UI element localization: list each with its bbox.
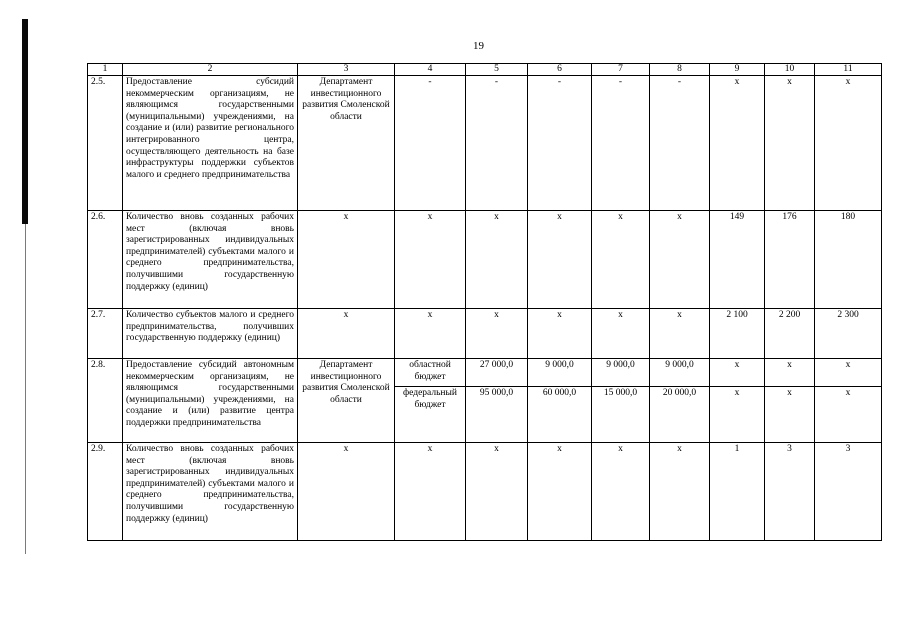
row-cell: - xyxy=(466,76,528,211)
row-cell: х xyxy=(592,211,650,309)
scan-edge-bar xyxy=(22,19,28,224)
row-cell: 9 000,0 xyxy=(528,359,592,387)
column-number-row xyxy=(88,64,882,76)
row-cell: 2 100 xyxy=(710,309,765,359)
row-cell: х xyxy=(592,443,650,541)
row-cell: х xyxy=(650,443,710,541)
row-description: Количество вновь созданных рабочих мест (включая вновь зарегистрированных индивидуальных предпринимателей) субъектами малого и среднего предпринимательства, получившими государственную поддержку (единиц) xyxy=(123,443,298,541)
row-cell: 1 xyxy=(710,443,765,541)
row-cell: 27 000,0 xyxy=(466,359,528,387)
row-description: Предоставление субсидий некоммерческим организациям, не являющимся государственными (муниципальными) учреждениями, на создание и (или) развитие регионального интегрированного центра, осуществляющего деятельность на базе инфраструктуры поддержки субъектов малого и среднего предпринимательства xyxy=(123,76,298,211)
row-number: 2.6. xyxy=(88,211,123,309)
column-number: 11 xyxy=(815,64,882,76)
row-cell: 9 000,0 xyxy=(650,359,710,387)
row-cell: - xyxy=(650,76,710,211)
row-description: Количество субъектов малого и среднего предпринимательства, получивших государственную поддержку (единиц) xyxy=(123,309,298,359)
row-number: 2.5. xyxy=(88,76,123,211)
row-cell: х xyxy=(395,309,466,359)
row-cell: - xyxy=(395,76,466,211)
page-number: 19 xyxy=(473,40,484,52)
row-cell: 176 xyxy=(765,211,815,309)
row-cell: х xyxy=(528,211,592,309)
row-number: 2.9. xyxy=(88,443,123,541)
scan-edge-line xyxy=(25,224,26,554)
row-executor: х xyxy=(298,211,395,309)
row-cell: 15 000,0 xyxy=(592,387,650,443)
column-number: 3 xyxy=(298,64,395,76)
budget-source: областной бюджет xyxy=(395,359,466,387)
row-cell: 3 xyxy=(765,443,815,541)
row-cell: - xyxy=(592,76,650,211)
row-cell: 3 xyxy=(815,443,882,541)
row-cell: х xyxy=(710,76,765,211)
table-row xyxy=(88,211,882,309)
column-number: 1 xyxy=(88,64,123,76)
column-number: 2 xyxy=(123,64,298,76)
row-cell: х xyxy=(528,443,592,541)
row-cell: 149 xyxy=(710,211,765,309)
row-cell: 20 000,0 xyxy=(650,387,710,443)
row-cell: 2 300 xyxy=(815,309,882,359)
row-executor: Департамент инвестиционного развития Смоленской области xyxy=(298,359,395,443)
row-executor: х xyxy=(298,309,395,359)
row-cell: 60 000,0 xyxy=(528,387,592,443)
column-number: 9 xyxy=(710,64,765,76)
table-row xyxy=(88,309,882,359)
budget-source: федеральный бюджет xyxy=(395,387,466,443)
row-cell: 95 000,0 xyxy=(466,387,528,443)
row-cell: х xyxy=(710,359,765,387)
column-number: 10 xyxy=(765,64,815,76)
row-cell: х xyxy=(815,359,882,387)
row-cell: х xyxy=(815,76,882,211)
row-cell: х xyxy=(650,309,710,359)
column-number: 5 xyxy=(466,64,528,76)
row-cell: х xyxy=(466,211,528,309)
row-cell: х xyxy=(592,309,650,359)
row-cell: х xyxy=(765,359,815,387)
column-number: 6 xyxy=(528,64,592,76)
row-description: Предоставление субсидий автономным некоммерческим организациям, не являющимся государственными (муниципальными) учреждениями, на создание и (или) развитие центра поддержки предпринимательства xyxy=(123,359,298,443)
table-row xyxy=(88,76,882,211)
row-cell: х xyxy=(466,443,528,541)
row-cell: 9 000,0 xyxy=(592,359,650,387)
row-cell: 2 200 xyxy=(765,309,815,359)
row-cell: х xyxy=(395,443,466,541)
row-executor: Департамент инвестиционного развития Смоленской области xyxy=(298,76,395,211)
table-row xyxy=(88,359,882,387)
column-number: 4 xyxy=(395,64,466,76)
table-row xyxy=(88,443,882,541)
column-number: 7 xyxy=(592,64,650,76)
row-executor: х xyxy=(298,443,395,541)
row-cell: х xyxy=(466,309,528,359)
column-number: 8 xyxy=(650,64,710,76)
row-cell: - xyxy=(528,76,592,211)
row-cell: х xyxy=(528,309,592,359)
row-cell: х xyxy=(395,211,466,309)
row-cell: х xyxy=(765,76,815,211)
row-cell: х xyxy=(815,387,882,443)
row-number: 2.7. xyxy=(88,309,123,359)
row-cell: х xyxy=(650,211,710,309)
row-description: Количество вновь созданных рабочих мест (включая вновь зарегистрированных индивидуальных предпринимателей) субъектами малого и среднего предпринимательства, получившими государственную поддержку (единиц) xyxy=(123,211,298,309)
row-cell: х xyxy=(710,387,765,443)
program-table xyxy=(87,63,882,541)
row-number: 2.8. xyxy=(88,359,123,443)
row-cell: х xyxy=(765,387,815,443)
row-cell: 180 xyxy=(815,211,882,309)
